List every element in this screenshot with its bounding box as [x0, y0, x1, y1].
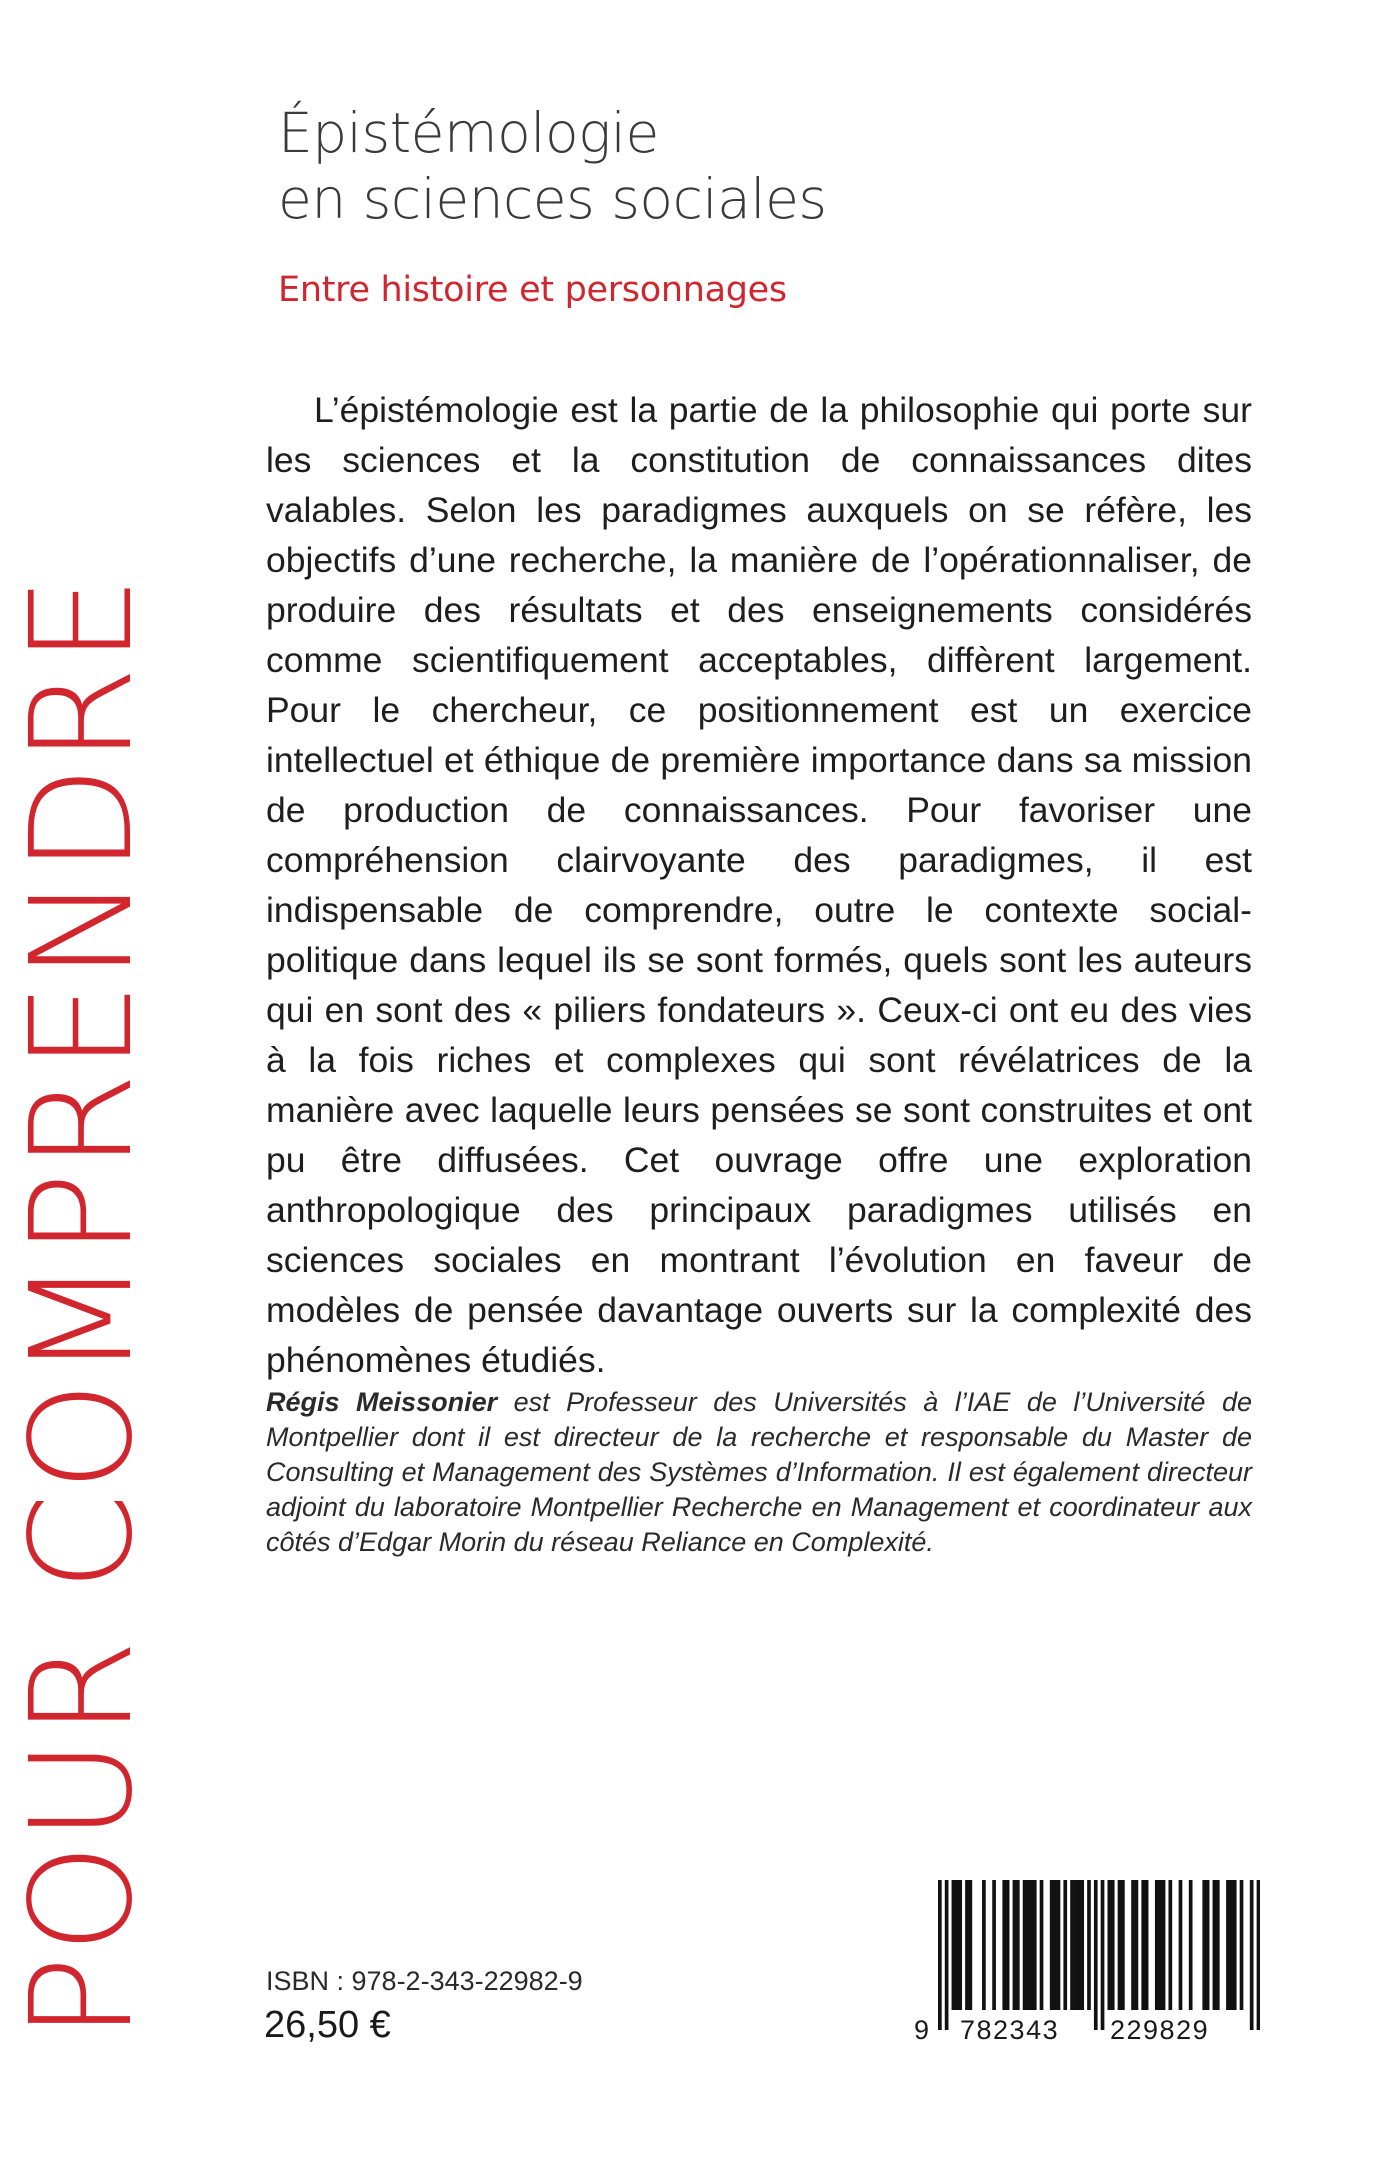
barcode-bar — [1233, 1880, 1237, 2010]
barcode-bar — [1226, 1880, 1230, 2010]
barcode-bar — [1033, 1880, 1037, 2010]
barcode-bar — [1053, 1880, 1057, 2010]
barcode-bar — [1040, 1880, 1044, 2010]
barcode-bar — [1107, 1880, 1111, 2010]
barcode-bar — [1158, 1880, 1162, 2010]
barcode-bar — [1189, 1880, 1193, 2010]
barcode-bar — [1057, 1880, 1061, 2010]
barcode-bar — [1050, 1880, 1054, 2010]
barcode-bar — [1006, 1880, 1010, 2010]
barcode-bar — [1070, 1880, 1074, 2010]
back-cover-blurb: L’épistémologie est la partie de la philosophie qui porte sur les sciences et la constitution de connaissances dites valables. Selon les paradigmes auxquels on se réfère, les objectifs d’une recherche, la manière de l’opérationnaliser, de produire des résultats et des enseignements considérés comme scientifiquement acceptables, diffèrent largement. Pour le chercheur, ce positionnement est un exercice intellectuel et éthique de première importance dans sa mission de production de connaissances. Pour favoriser une compréhension clairvoyante des paradigmes, il est indispensable de comprendre, outre le contexte social-politique dans lequel ils se sont formés, quels sont les auteurs qui en sont des « piliers fondateurs ». Ceux-ci ont eu des vies à la fois riches et complexes qui sont révélatrices de la manière avec laquelle leurs pensées se sont construites et ont pu être diffusées. Cet ouvrage offre une exploration anthropologique des principaux paradigmes utilisés en sciences sociales en montrant l’évolution en faveur de modèles de pensée davantage ouverts sur la complexité des phénomènes étudiés. — [266, 390, 1252, 1380]
barcode-guard-bar — [1257, 1880, 1260, 2030]
barcode-bar — [1135, 1880, 1139, 2010]
barcode-bar — [1063, 1880, 1067, 2010]
barcode-left-group: 782343 — [960, 2015, 1060, 2045]
barcode — [938, 1880, 1260, 2030]
book-title — [278, 100, 827, 232]
author-bio-text: est Professeur des Universités à l’IAE de l’Université de Montpellier dont il est directeur de la recherche et responsable du Master de Consulting et Management des Systèmes d’Information. Il est également directeur adjoint du laboratoire Montpellier Recherche en Management et coordinateur aux côtés d’Edgar Morin du réseau Reliance en Complexité. — [266, 1387, 1252, 1557]
barcode-bar — [982, 1880, 986, 2010]
barcode-bar — [1118, 1880, 1122, 2010]
barcode-bar — [992, 1880, 996, 2010]
barcode-bar — [1145, 1880, 1149, 2010]
barcode-bar — [1013, 1880, 1017, 2010]
barcode-guard-bar — [1094, 1880, 1098, 2030]
barcode-bar — [1162, 1880, 1166, 2010]
barcode-bar — [1026, 1880, 1030, 2010]
barcode-bar — [1074, 1880, 1078, 2010]
barcode-bar — [1202, 1880, 1206, 2010]
barcode-bar — [1111, 1880, 1115, 2010]
author-bio — [266, 1385, 1252, 1560]
barcode-bar — [952, 1880, 956, 2010]
barcode-bar — [1023, 1880, 1027, 2010]
barcode-bar — [1168, 1880, 1172, 2010]
barcode-bar — [965, 1880, 969, 2010]
barcode-bar — [1179, 1880, 1183, 2010]
barcode-guard-bar — [938, 1880, 942, 2030]
barcode-bar — [1030, 1880, 1034, 2010]
isbn: ISBN : 978-2-343-22982-9 — [266, 1966, 583, 1996]
author-name: Régis Meissonier — [266, 1387, 498, 1417]
barcode-bar — [1240, 1880, 1244, 2010]
title-line-2: en sciences sociales — [278, 167, 827, 231]
series-name: POUR COMPRENDRE — [1, 573, 164, 2040]
barcode-first-digit: 9 — [914, 2015, 931, 2045]
barcode-bar — [1141, 1880, 1145, 2010]
barcode-guard-bar — [1101, 1880, 1105, 2030]
barcode-bar — [1002, 1880, 1006, 2010]
title-line-1: Épistémologie — [278, 101, 659, 165]
barcode-bar — [958, 1880, 962, 2010]
barcode-bar — [1213, 1880, 1217, 2010]
barcode-bar — [1080, 1880, 1084, 2010]
barcode-bars — [938, 1880, 1260, 2030]
barcode-guard-bar — [1250, 1880, 1254, 2030]
barcode-bar — [1087, 1880, 1091, 2010]
barcode-bar — [1216, 1880, 1220, 2010]
barcode-bar — [955, 1880, 959, 2010]
price: 26,50 € — [264, 2004, 391, 2046]
barcode-bar — [1016, 1880, 1020, 2010]
book-subtitle: Entre histoire et personnages — [278, 270, 787, 310]
barcode-right-group: 229829 — [1110, 2015, 1210, 2045]
barcode-bar — [1155, 1880, 1159, 2010]
barcode-bar — [1077, 1880, 1081, 2010]
barcode-bar — [969, 1880, 973, 2010]
barcode-bar — [1206, 1880, 1210, 2010]
barcode-bar — [1121, 1880, 1125, 2010]
barcode-bar — [1131, 1880, 1135, 2010]
barcode-bar — [1229, 1880, 1233, 2010]
barcode-guard-bar — [945, 1880, 949, 2030]
